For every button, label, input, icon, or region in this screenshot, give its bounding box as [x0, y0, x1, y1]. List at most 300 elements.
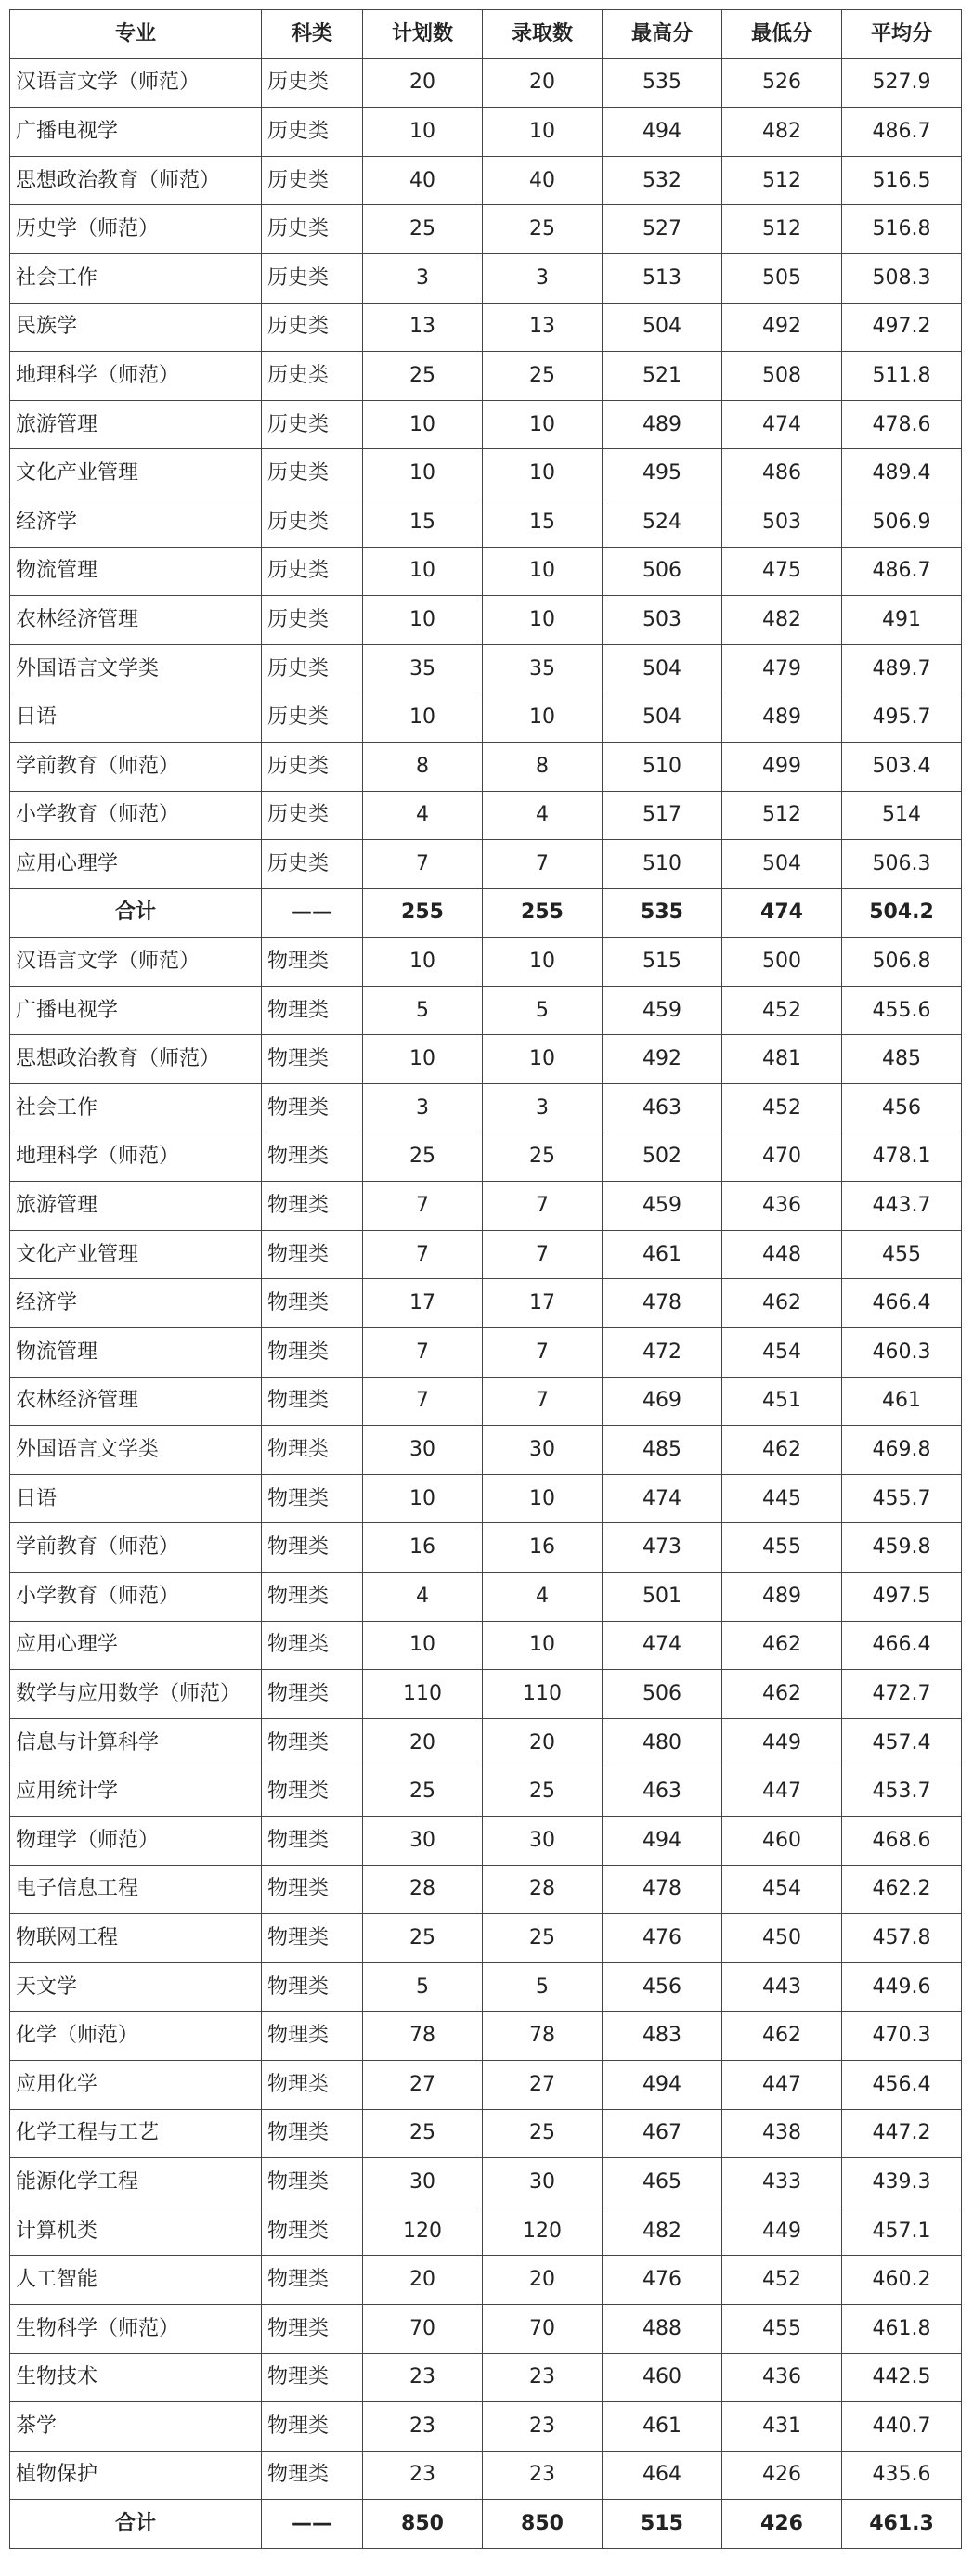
- average-score-cell: 511.8: [842, 352, 962, 401]
- planned-count-cell: 10: [363, 693, 483, 743]
- subject-category-cell: ——: [262, 2500, 363, 2549]
- major-cell: 能源化学工程: [10, 2158, 262, 2207]
- table-row: [10, 1718, 962, 1767]
- table-row: [10, 742, 962, 791]
- subject-category-cell: 物理类: [262, 1523, 363, 1573]
- total-row: [10, 2500, 962, 2549]
- admitted-count-cell: 13: [483, 303, 603, 352]
- major-cell: 物联网工程: [10, 1914, 262, 1963]
- highest-score-cell: 524: [603, 498, 722, 547]
- highest-score-cell: 510: [603, 840, 722, 889]
- major-cell: 经济学: [10, 1279, 262, 1328]
- planned-count-cell: 10: [363, 1035, 483, 1084]
- subject-category-cell: 物理类: [262, 2451, 363, 2500]
- major-cell: 小学教育（师范）: [10, 791, 262, 840]
- highest-score-cell: 463: [603, 1084, 722, 1133]
- major-cell: 应用心理学: [10, 1621, 262, 1670]
- lowest-score-cell: 475: [722, 547, 842, 596]
- average-score-cell: 489.7: [842, 644, 962, 693]
- lowest-score-cell: 447: [722, 1767, 842, 1817]
- highest-score-cell: 494: [603, 1816, 722, 1865]
- highest-score-cell: 459: [603, 1182, 722, 1231]
- lowest-score-cell: 479: [722, 644, 842, 693]
- table-row: [10, 1670, 962, 1719]
- lowest-score-cell: 505: [722, 253, 842, 303]
- table-row: [10, 986, 962, 1035]
- admitted-count-cell: 3: [483, 1084, 603, 1133]
- lowest-score-cell: 454: [722, 1328, 842, 1378]
- average-score-cell: 461.3: [842, 2500, 962, 2549]
- major-cell: 电子信息工程: [10, 1865, 262, 1914]
- admitted-count-cell: 8: [483, 742, 603, 791]
- highest-score-cell: 478: [603, 1279, 722, 1328]
- planned-count-cell: 27: [363, 2060, 483, 2109]
- highest-score-cell: 492: [603, 1035, 722, 1084]
- table-row: [10, 352, 962, 401]
- lowest-score-cell: 426: [722, 2500, 842, 2549]
- major-cell: 应用化学: [10, 2060, 262, 2109]
- average-score-cell: 461: [842, 1377, 962, 1426]
- admitted-count-cell: 7: [483, 1377, 603, 1426]
- header-lowest-score: 最低分: [722, 10, 842, 59]
- table-row: [10, 1084, 962, 1133]
- major-cell: 数学与应用数学（师范）: [10, 1670, 262, 1719]
- table-row: [10, 938, 962, 987]
- admitted-count-cell: 5: [483, 1962, 603, 2012]
- subject-category-cell: 历史类: [262, 352, 363, 401]
- subject-category-cell: 物理类: [262, 1474, 363, 1523]
- admitted-count-cell: 23: [483, 2451, 603, 2500]
- average-score-cell: 459.8: [842, 1523, 962, 1573]
- major-cell: 天文学: [10, 1962, 262, 2012]
- lowest-score-cell: 443: [722, 1962, 842, 2012]
- admitted-count-cell: 20: [483, 1718, 603, 1767]
- subject-category-cell: 历史类: [262, 108, 363, 157]
- table-row: [10, 596, 962, 645]
- major-cell: 化学工程与工艺: [10, 2109, 262, 2158]
- planned-count-cell: 10: [363, 596, 483, 645]
- table-row: [10, 791, 962, 840]
- planned-count-cell: 10: [363, 449, 483, 498]
- major-cell: 地理科学（师范）: [10, 1133, 262, 1182]
- planned-count-cell: 255: [363, 888, 483, 938]
- average-score-cell: 449.6: [842, 1962, 962, 2012]
- admitted-count-cell: 10: [483, 596, 603, 645]
- planned-count-cell: 17: [363, 1279, 483, 1328]
- admitted-count-cell: 255: [483, 888, 603, 938]
- major-cell: 日语: [10, 1474, 262, 1523]
- planned-count-cell: 4: [363, 791, 483, 840]
- major-cell: 应用统计学: [10, 1767, 262, 1817]
- highest-score-cell: 488: [603, 2304, 722, 2353]
- highest-score-cell: 504: [603, 693, 722, 743]
- average-score-cell: 439.3: [842, 2158, 962, 2207]
- major-cell: 民族学: [10, 303, 262, 352]
- planned-count-cell: 5: [363, 986, 483, 1035]
- planned-count-cell: 25: [363, 1133, 483, 1182]
- planned-count-cell: 7: [363, 1230, 483, 1279]
- admitted-count-cell: 4: [483, 791, 603, 840]
- average-score-cell: 516.8: [842, 205, 962, 254]
- admitted-count-cell: 20: [483, 2256, 603, 2305]
- average-score-cell: 485: [842, 1035, 962, 1084]
- subject-category-cell: 物理类: [262, 2402, 363, 2452]
- admitted-count-cell: 5: [483, 986, 603, 1035]
- subject-category-cell: 历史类: [262, 644, 363, 693]
- highest-score-cell: 474: [603, 1474, 722, 1523]
- lowest-score-cell: 426: [722, 2451, 842, 2500]
- major-cell: 生物技术: [10, 2353, 262, 2402]
- planned-count-cell: 3: [363, 1084, 483, 1133]
- admitted-count-cell: 3: [483, 253, 603, 303]
- admitted-count-cell: 40: [483, 156, 603, 205]
- table-row: [10, 400, 962, 449]
- table-row: [10, 303, 962, 352]
- subject-category-cell: 物理类: [262, 2109, 363, 2158]
- lowest-score-cell: 508: [722, 352, 842, 401]
- table-row: [10, 58, 962, 108]
- average-score-cell: 470.3: [842, 2012, 962, 2061]
- admitted-count-cell: 70: [483, 2304, 603, 2353]
- subject-category-cell: 历史类: [262, 253, 363, 303]
- table-row: [10, 2158, 962, 2207]
- major-cell: 汉语言文学（师范）: [10, 938, 262, 987]
- major-cell: 化学（师范）: [10, 2012, 262, 2061]
- header-row: [10, 10, 962, 59]
- highest-score-cell: 501: [603, 1573, 722, 1622]
- highest-score-cell: 503: [603, 596, 722, 645]
- table-row: [10, 1816, 962, 1865]
- admitted-count-cell: 35: [483, 644, 603, 693]
- planned-count-cell: 25: [363, 1767, 483, 1817]
- highest-score-cell: 495: [603, 449, 722, 498]
- subject-category-cell: 物理类: [262, 1182, 363, 1231]
- table-row: [10, 449, 962, 498]
- average-score-cell: 462.2: [842, 1865, 962, 1914]
- lowest-score-cell: 504: [722, 840, 842, 889]
- lowest-score-cell: 474: [722, 888, 842, 938]
- lowest-score-cell: 462: [722, 1621, 842, 1670]
- highest-score-cell: 459: [603, 986, 722, 1035]
- average-score-cell: 457.1: [842, 2207, 962, 2256]
- lowest-score-cell: 500: [722, 938, 842, 987]
- admission-table-container: [9, 9, 961, 2549]
- subject-category-cell: 物理类: [262, 1328, 363, 1378]
- lowest-score-cell: 481: [722, 1035, 842, 1084]
- subject-category-cell: 物理类: [262, 2256, 363, 2305]
- major-cell: 人工智能: [10, 2256, 262, 2305]
- major-cell: 外国语言文学类: [10, 644, 262, 693]
- subject-category-cell: 物理类: [262, 2158, 363, 2207]
- planned-count-cell: 20: [363, 58, 483, 108]
- planned-count-cell: 25: [363, 1914, 483, 1963]
- table-row: [10, 1377, 962, 1426]
- admitted-count-cell: 25: [483, 205, 603, 254]
- admitted-count-cell: 7: [483, 840, 603, 889]
- table-row: [10, 156, 962, 205]
- highest-score-cell: 513: [603, 253, 722, 303]
- lowest-score-cell: 455: [722, 1523, 842, 1573]
- planned-count-cell: 28: [363, 1865, 483, 1914]
- subject-category-cell: 物理类: [262, 2207, 363, 2256]
- table-row: [10, 1474, 962, 1523]
- major-cell: 汉语言文学（师范）: [10, 58, 262, 108]
- table-row: [10, 2109, 962, 2158]
- major-cell: 社会工作: [10, 1084, 262, 1133]
- lowest-score-cell: 489: [722, 693, 842, 743]
- major-cell: 日语: [10, 693, 262, 743]
- subject-category-cell: 物理类: [262, 1914, 363, 1963]
- subject-category-cell: 物理类: [262, 1621, 363, 1670]
- highest-score-cell: 506: [603, 1670, 722, 1719]
- subject-category-cell: 历史类: [262, 840, 363, 889]
- subject-category-cell: 历史类: [262, 156, 363, 205]
- subject-category-cell: 历史类: [262, 547, 363, 596]
- planned-count-cell: 25: [363, 205, 483, 254]
- lowest-score-cell: 462: [722, 1670, 842, 1719]
- table-row: [10, 1767, 962, 1817]
- subject-category-cell: 历史类: [262, 693, 363, 743]
- highest-score-cell: 521: [603, 352, 722, 401]
- planned-count-cell: 3: [363, 253, 483, 303]
- planned-count-cell: 4: [363, 1573, 483, 1622]
- subject-category-cell: 历史类: [262, 791, 363, 840]
- planned-count-cell: 120: [363, 2207, 483, 2256]
- header-highest-score: 最高分: [603, 10, 722, 59]
- lowest-score-cell: 462: [722, 1279, 842, 1328]
- lowest-score-cell: 452: [722, 2256, 842, 2305]
- admission-score-table: [9, 9, 962, 2549]
- average-score-cell: 469.8: [842, 1426, 962, 1475]
- admitted-count-cell: 23: [483, 2353, 603, 2402]
- highest-score-cell: 461: [603, 1230, 722, 1279]
- average-score-cell: 497.2: [842, 303, 962, 352]
- table-row: [10, 1133, 962, 1182]
- highest-score-cell: 515: [603, 938, 722, 987]
- admitted-count-cell: 23: [483, 2402, 603, 2452]
- planned-count-cell: 13: [363, 303, 483, 352]
- subject-category-cell: 物理类: [262, 1767, 363, 1817]
- average-score-cell: 455: [842, 1230, 962, 1279]
- table-row: [10, 1182, 962, 1231]
- planned-count-cell: 10: [363, 1621, 483, 1670]
- admitted-count-cell: 25: [483, 1767, 603, 1817]
- average-score-cell: 508.3: [842, 253, 962, 303]
- admitted-count-cell: 7: [483, 1230, 603, 1279]
- highest-score-cell: 482: [603, 2207, 722, 2256]
- table-row: [10, 547, 962, 596]
- average-score-cell: 455.7: [842, 1474, 962, 1523]
- major-cell: 地理科学（师范）: [10, 352, 262, 401]
- average-score-cell: 455.6: [842, 986, 962, 1035]
- subject-category-cell: 历史类: [262, 742, 363, 791]
- subject-category-cell: 物理类: [262, 1962, 363, 2012]
- highest-score-cell: 478: [603, 1865, 722, 1914]
- subject-category-cell: 物理类: [262, 2304, 363, 2353]
- lowest-score-cell: 489: [722, 1573, 842, 1622]
- admitted-count-cell: 10: [483, 1621, 603, 1670]
- table-row: [10, 205, 962, 254]
- planned-count-cell: 25: [363, 352, 483, 401]
- planned-count-cell: 10: [363, 108, 483, 157]
- average-score-cell: 506.8: [842, 938, 962, 987]
- highest-score-cell: 465: [603, 2158, 722, 2207]
- average-score-cell: 460.2: [842, 2256, 962, 2305]
- average-score-cell: 527.9: [842, 58, 962, 108]
- table-row: [10, 2402, 962, 2452]
- highest-score-cell: 461: [603, 2402, 722, 2452]
- lowest-score-cell: 448: [722, 1230, 842, 1279]
- planned-count-cell: 30: [363, 2158, 483, 2207]
- lowest-score-cell: 512: [722, 205, 842, 254]
- average-score-cell: 435.6: [842, 2451, 962, 2500]
- lowest-score-cell: 431: [722, 2402, 842, 2452]
- lowest-score-cell: 452: [722, 1084, 842, 1133]
- lowest-score-cell: 450: [722, 1914, 842, 1963]
- header-average-score: 平均分: [842, 10, 962, 59]
- header-planned-count: 计划数: [363, 10, 483, 59]
- subject-category-cell: 历史类: [262, 400, 363, 449]
- planned-count-cell: 110: [363, 1670, 483, 1719]
- admitted-count-cell: 120: [483, 2207, 603, 2256]
- lowest-score-cell: 462: [722, 1426, 842, 1475]
- lowest-score-cell: 462: [722, 2012, 842, 2061]
- planned-count-cell: 40: [363, 156, 483, 205]
- highest-score-cell: 485: [603, 1426, 722, 1475]
- admitted-count-cell: 850: [483, 2500, 603, 2549]
- total-row: [10, 888, 962, 938]
- major-cell: 物流管理: [10, 1328, 262, 1378]
- highest-score-cell: 535: [603, 58, 722, 108]
- lowest-score-cell: 449: [722, 1718, 842, 1767]
- subject-category-cell: 物理类: [262, 2353, 363, 2402]
- table-row: [10, 1962, 962, 2012]
- subject-category-cell: 历史类: [262, 498, 363, 547]
- table-row: [10, 2304, 962, 2353]
- major-cell: 旅游管理: [10, 400, 262, 449]
- highest-score-cell: 483: [603, 2012, 722, 2061]
- major-cell: 植物保护: [10, 2451, 262, 2500]
- admitted-count-cell: 30: [483, 1426, 603, 1475]
- subject-category-cell: 物理类: [262, 1426, 363, 1475]
- subject-category-cell: 物理类: [262, 1279, 363, 1328]
- table-row: [10, 2012, 962, 2061]
- table-row: [10, 2207, 962, 2256]
- admitted-count-cell: 25: [483, 352, 603, 401]
- average-score-cell: 478.1: [842, 1133, 962, 1182]
- average-score-cell: 440.7: [842, 2402, 962, 2452]
- major-cell: 合计: [10, 2500, 262, 2549]
- planned-count-cell: 30: [363, 1816, 483, 1865]
- major-cell: 经济学: [10, 498, 262, 547]
- planned-count-cell: 35: [363, 644, 483, 693]
- subject-category-cell: 历史类: [262, 303, 363, 352]
- lowest-score-cell: 470: [722, 1133, 842, 1182]
- average-score-cell: 466.4: [842, 1621, 962, 1670]
- subject-category-cell: 物理类: [262, 1670, 363, 1719]
- planned-count-cell: 16: [363, 1523, 483, 1573]
- average-score-cell: 461.8: [842, 2304, 962, 2353]
- average-score-cell: 456.4: [842, 2060, 962, 2109]
- highest-score-cell: 510: [603, 742, 722, 791]
- planned-count-cell: 7: [363, 1182, 483, 1231]
- admitted-count-cell: 30: [483, 2158, 603, 2207]
- lowest-score-cell: 512: [722, 156, 842, 205]
- highest-score-cell: 467: [603, 2109, 722, 2158]
- highest-score-cell: 460: [603, 2353, 722, 2402]
- planned-count-cell: 10: [363, 938, 483, 987]
- planned-count-cell: 7: [363, 1377, 483, 1426]
- admitted-count-cell: 10: [483, 1035, 603, 1084]
- lowest-score-cell: 512: [722, 791, 842, 840]
- major-cell: 应用心理学: [10, 840, 262, 889]
- admitted-count-cell: 27: [483, 2060, 603, 2109]
- average-score-cell: 460.3: [842, 1328, 962, 1378]
- highest-score-cell: 527: [603, 205, 722, 254]
- admitted-count-cell: 78: [483, 2012, 603, 2061]
- highest-score-cell: 504: [603, 303, 722, 352]
- average-score-cell: 491: [842, 596, 962, 645]
- major-cell: 学前教育（师范）: [10, 742, 262, 791]
- major-cell: 茶学: [10, 2402, 262, 2452]
- table-row: [10, 693, 962, 743]
- admitted-count-cell: 10: [483, 1474, 603, 1523]
- major-cell: 思想政治教育（师范）: [10, 156, 262, 205]
- average-score-cell: 442.5: [842, 2353, 962, 2402]
- lowest-score-cell: 499: [722, 742, 842, 791]
- admitted-count-cell: 10: [483, 400, 603, 449]
- highest-score-cell: 517: [603, 791, 722, 840]
- subject-category-cell: ——: [262, 888, 363, 938]
- table-row: [10, 1573, 962, 1622]
- highest-score-cell: 532: [603, 156, 722, 205]
- subject-category-cell: 物理类: [262, 986, 363, 1035]
- highest-score-cell: 464: [603, 2451, 722, 2500]
- table-row: [10, 1328, 962, 1378]
- table-row: [10, 1621, 962, 1670]
- planned-count-cell: 23: [363, 2451, 483, 2500]
- highest-score-cell: 480: [603, 1718, 722, 1767]
- major-cell: 广播电视学: [10, 986, 262, 1035]
- lowest-score-cell: 455: [722, 2304, 842, 2353]
- admitted-count-cell: 25: [483, 1914, 603, 1963]
- planned-count-cell: 20: [363, 1718, 483, 1767]
- lowest-score-cell: 438: [722, 2109, 842, 2158]
- highest-score-cell: 469: [603, 1377, 722, 1426]
- planned-count-cell: 70: [363, 2304, 483, 2353]
- header-admitted-count: 录取数: [483, 10, 603, 59]
- average-score-cell: 457.4: [842, 1718, 962, 1767]
- admitted-count-cell: 10: [483, 693, 603, 743]
- subject-category-cell: 物理类: [262, 1718, 363, 1767]
- average-score-cell: 486.7: [842, 108, 962, 157]
- major-cell: 农林经济管理: [10, 1377, 262, 1426]
- planned-count-cell: 10: [363, 400, 483, 449]
- admitted-count-cell: 10: [483, 938, 603, 987]
- table-row: [10, 1035, 962, 1084]
- header-subject-category: 科类: [262, 10, 363, 59]
- admitted-count-cell: 10: [483, 449, 603, 498]
- subject-category-cell: 物理类: [262, 2060, 363, 2109]
- highest-score-cell: 476: [603, 2256, 722, 2305]
- planned-count-cell: 10: [363, 1474, 483, 1523]
- lowest-score-cell: 436: [722, 1182, 842, 1231]
- major-cell: 外国语言文学类: [10, 1426, 262, 1475]
- subject-category-cell: 物理类: [262, 1377, 363, 1426]
- subject-category-cell: 物理类: [262, 1230, 363, 1279]
- average-score-cell: 478.6: [842, 400, 962, 449]
- major-cell: 旅游管理: [10, 1182, 262, 1231]
